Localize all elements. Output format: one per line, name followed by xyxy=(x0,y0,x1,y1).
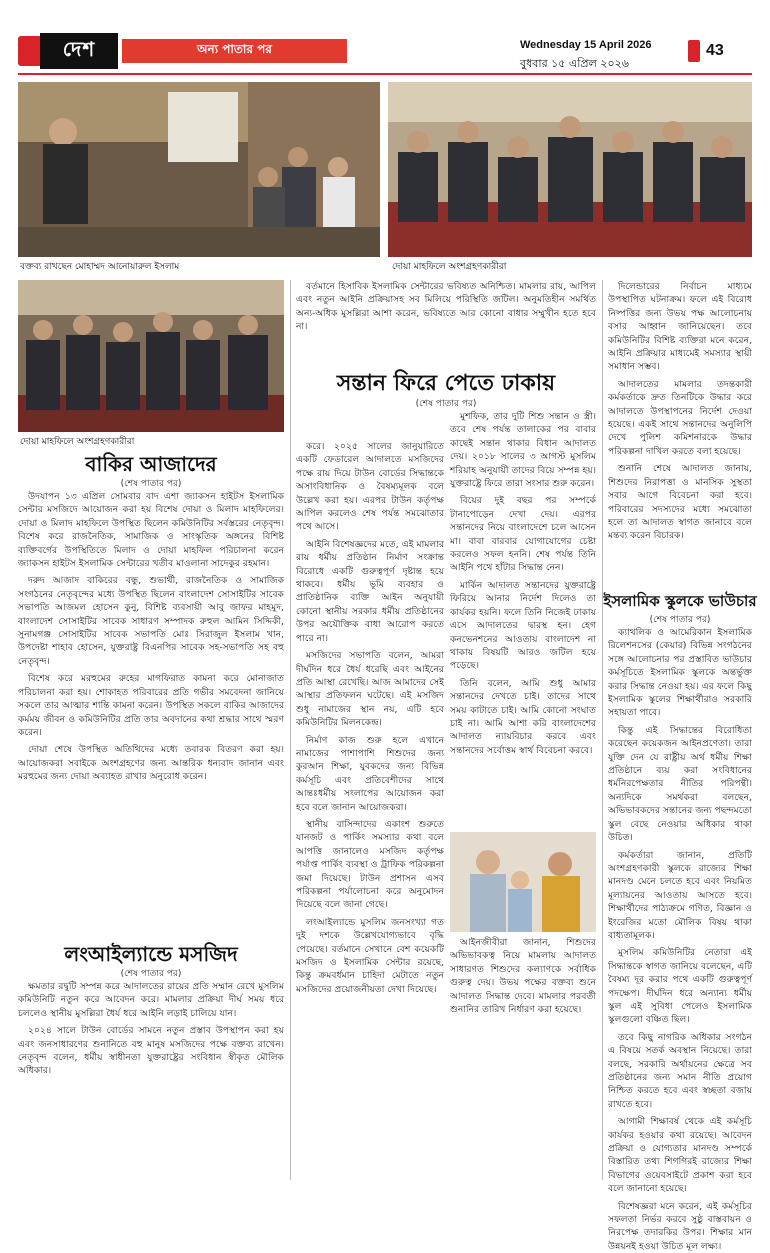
right-top-paragraph: আদালতের মামলার তদন্তকারী কর্মকর্তাকে দ্রুত তিনটিকে উদ্ধার করে আদালতে উপস্থাপনের নির্দেশ দেওয়া হয়েছে। একই সাথে সন্তানদের অনুলিপি দেখে পুলিশ কমিশনারকে উদ্ধার পরিকল্পনা দাখিল করতে বলা হয়েছে। xyxy=(608,378,752,457)
article2-subhead: (শেষ পাতার পর) xyxy=(120,969,182,979)
article4-paragraph: বিশেষজ্ঞরা মনে করেন, এই কর্মসূচির সফলতা নির্ভর করবে সুষ্ঠু বাস্তবায়ন ও নিরপেক্ষ তদারকির উপর। শিক্ষার মান উন্নয়নই হওয়া উচিত মূল লক্ষ্য। xyxy=(608,1200,752,1252)
article1-paragraph: বিশেষ করে মরহুমের রুহের মাগফিরাত কামনা করে মোনাজাত পরিচালনা করা হয়। শোকাহত পরিবারের প্রতি গভীর সমবেদনা জানিয়ে সকলে তার আত্মার শান্তি কামনা করেন। উপস্থিত সকলে বাকির আজাদের কর্মময় জীবন ও কমিউনিটির প্রতি তার অবদানের কথা শ্রদ্ধার সাথে স্মরণ করেন। xyxy=(18,673,284,738)
photo-prayer xyxy=(18,280,284,432)
right-top-paragraph: শুনানি শেষে আদালত জানায়, শিশুদের নিরাপত্তা ও মানসিক সুস্থতা সবার আগে বিবেচনা করা হবে। পরিবারের সদস্যদের মধ্যে সমঝোতা হলে তা আদালত স্বাগত জানাবে বলে মন্তব্য করেন বিচারক। xyxy=(608,463,752,542)
article4-subhead: (শেষ পাতার পর) xyxy=(649,615,711,625)
section-label: অন্য পাতার পর xyxy=(122,39,347,63)
article1-subhead: (শেষ পাতার পর) xyxy=(120,479,182,489)
right-top-paragraph: দিলেন্ডারের নির্বাচন মাধ্যমে উপস্থাপিত ঘটনাক্রম। ফলে এই বিরোধ নিষ্পত্তির জন্য উভয় পক্ষ আলোচনায় বসার আহ্বান জানিয়েছেন। তবে কমিউনিটির বিশিষ্ট ব্যক্তিরা মনে করেন, আইনি প্রক্রিয়ার মাধ্যমেই সমস্যার স্থায়ী সমাধান সম্ভব। xyxy=(608,281,752,373)
article1-headline: বাকির আজাদের xyxy=(85,452,217,476)
article4-body xyxy=(608,626,753,1252)
photo-family-image xyxy=(450,832,596,932)
article1-paragraph: দরুদ আজাদ বাকিরের বন্ধু, শুভার্থী, রাজনৈতিক ও সামাজিক সংগঠনের নেতৃবৃন্দের মধ্যে উপস্থিত ছিলেন বাংলাদেশ সোসাইটির সাবেক সভাপতি আজমল হোসেন কুনু, বিশিষ্ট ব্যবসায়ী আবু জাফর মাহমুদ, বাংলাদেশ সোসাইটির সাবেক সাধারণ সম্পাদক রুহুল আমিন সিদ্দিকী, সুনামগঞ্জ সোসাইটির সাবেক সভাপতি মোঃ সিরাজুল ইসলাম খান, উপদেষ্টা শাহাব হোসেন, যুক্তরাষ্ট্র বিএনপির সাবেক সহ-সভাপতি সহ বহু নেতৃবৃন্দ। xyxy=(18,575,284,667)
page-number: 43 xyxy=(706,42,724,59)
photo-speaker-image xyxy=(18,82,380,257)
column-divider xyxy=(602,280,603,1180)
article2-paragraph: ক্ষমতার রদ্বুটি সম্পন্ন করে আদালতের রায়ের প্রতি সম্মান রেখে মুসলিম কমিউনিটি নতুন করে আবেদন করে। মামলার প্রক্রিয়া দীর্ঘ সময় ধরে চললেও স্থানীয় মুসল্লিরা ধৈর্য ধরে আইনি লড়াই চালিয়ে যান। xyxy=(18,981,284,1019)
middle-paragraph: লংআইল্যান্ডে মুসলিম জনসংখ্যা গত দুই দশকে উল্লেখযোগ্যভাবে বৃদ্ধি পেয়েছে। বর্তমানে সেখানে বেশ কয়েকটি মসজিদ ও ইসলামিক সেন্টার রয়েছে, কিন্তু ক্রমবর্ধমান চাহিদা মেটাতে নতুন মসজিদের প্রয়োজনীয়তা দেখা দিয়েছে। xyxy=(296,916,444,995)
date-english: Wednesday 15 April 2026 xyxy=(520,39,652,51)
article4-paragraph: আগামী শিক্ষাবর্ষ থেকে এই কর্মসূচি কার্যকর হওয়ার কথা রয়েছে। আবেদন প্রক্রিয়া ও যোগ্যতার মানদণ্ড সম্পর্কে বিস্তারিত তথ্য শিগগিরই রাজ্যের শিক্ষা বিভাগের ওয়েবসাইটে প্রকাশ করা হবে বলে জানানো হয়েছে। xyxy=(608,1116,752,1195)
article3-paragraph: তিনি বলেন, আমি শুধু আমার সন্তানদের দেখতে চাই। তাদের সাথে সময় কাটাতে চাই। আমি কোনো সংঘাত চাই না। আমি আশা করি বাংলাদেশের আদালত ন্যায়বিচার করবে এবং সন্তানদের সর্বোত্তম স্বার্থ বিবেচনা করবে। xyxy=(450,677,596,756)
middle-paragraph: আইনি বিশেষজ্ঞদের মতে, এই মামলার রায় ধর্মীয় প্রতিষ্ঠান নির্মাণ সংক্রান্ত বিরোধে একটি গুরুত্বপূর্ণ দৃষ্টান্ত হয়ে থাকবে। ধর্মীয় ভূমি ব্যবহার ও প্রাতিষ্ঠানিক ব্যক্তি আইন অনুযায়ী কোনো স্থানীয় সরকার ধর্মীয় প্রতিষ্ঠানের উপর অযৌক্তিক বাধা আরোপ করতে পারে না। xyxy=(296,538,444,644)
photo-gathering-caption: দোয়া মাহফিলে অংশগ্রহণকারীরা xyxy=(392,262,507,272)
right-top-body xyxy=(608,280,752,590)
middle-paragraph: মসজিদের সভাপতি বলেন, আমরা দীর্ঘদিন ধরে ধৈর্য ধরেছি এবং আইনের প্রতি আস্থা রেখেছি। আজ আমাদের সেই আস্থার প্রতিফলন ঘটেছে। এই মসজিদ শুধু নামাজের স্থান নয়, এটি হবে কমিউনিটির মিলনকেন্দ্র। xyxy=(296,650,444,729)
page-number-accent xyxy=(688,40,700,62)
article3-intro xyxy=(296,280,596,364)
article3-subhead: (শেষ পাতার পর) xyxy=(415,399,477,409)
photo-speaker-caption: বক্তব্য রাখছেন মোহাম্মদ আনোয়ারুল ইসলাম xyxy=(20,262,180,272)
middle-paragraph: করে। ২০২৫ সালের জানুয়ারিতে একটি ফেডারেল আদালতে মসজিদের পক্ষে রায় দিয়ে টাউন বোর্ডের সিদ্ধান্তকে অসাংবিধানিক ও বৈষম্যমূলক বলে উল্লেখ করা হয়। এরপর টাউন কর্তৃপক্ষ আপিল করলেও শেষ পর্যন্ত সমঝোতার পথে আসে। xyxy=(296,441,444,533)
photo-family xyxy=(450,832,596,932)
middle-paragraph: নির্মাণ কাজ শুরু হলে এখানে নামাজের পাশাপাশি শিশুদের জন্য কুরআন শিক্ষা, যুবকদের জন্য বিভিন্ন কর্মসূচি এবং প্রতিবেশীদের সাথে আন্তঃধর্মীয় সংলাপের আয়োজন করা হবে বলে জানান আয়োজকরা। xyxy=(296,734,444,813)
article2-headline: লংআইল্যান্ডে মসজিদ xyxy=(64,942,238,966)
article4-headline: ইসলামিক স্কুলকে ভাউচার xyxy=(603,592,757,610)
middle-column-body xyxy=(296,440,444,1180)
article4-paragraph: ক্যাথলিক ও আমেরিকান ইসলামিক রিলেশনসের (কেয়ার) বিভিন্ন সংগঠনের সঙ্গে আলোচনার পর প্রস্তাবিত ভাউচার কর্মসূচিতে ইসলামিক স্কুলকে অন্তর্ভুক্ত করার সিদ্ধান্ত নেওয়া হয়। এর ফলে কিছু ইসলামিক স্কুলের শিক্ষার্থীরাও সরকারি সহায়তা পাবে। xyxy=(608,627,752,719)
article1-paragraph: দোয়া শেষে উপস্থিত অতিথিদের মধ্যে তবারক বিতরণ করা হয়। আয়োজকরা সবাইকে অংশগ্রহণের জন্য আন্তরিক ধন্যবাদ জানান এবং মরহুমের জন্য দোয়া অব্যাহত রাখার অনুরোধ করেন। xyxy=(18,744,284,783)
article4-paragraph: তবে কিছু নাগরিক অধিকার সংগঠন এ বিষয়ে সতর্ক অবস্থান নিয়েছে। তারা বলছে, সরকারি অর্থায়নের ক্ষেত্রে সব প্রতিষ্ঠানের জন্য সমান নীতি প্রয়োগ নিশ্চিত করতে হবে এবং স্বচ্ছতা বজায় রাখতে হবে। xyxy=(608,1031,752,1110)
date-bengali: বুধবার ১৫ এপ্রিল ২০২৬ xyxy=(520,57,629,70)
page-header xyxy=(0,0,770,76)
article3-body-continued xyxy=(450,936,596,1180)
article2-body xyxy=(18,980,284,1180)
photo-speaker xyxy=(18,82,380,257)
article4-paragraph: কিন্তু এই সিদ্ধান্তের বিরোধিতা করেছেন কয়েকজন আইনপ্রণেতা। তারা যুক্তি দেন যে রাষ্ট্রীয় অর্থ ধর্মীয় শিক্ষা প্রতিষ্ঠানে ব্যয় করা সংবিধানের ধর্মনিরপেক্ষতার নীতির পরিপন্থী। অন্যদিকে সমর্থকরা বলছেন, অভিভাবকদের সন্তানের জন্য পছন্দমতো স্কুল বেছে নেওয়ার অধিকার থাকা উচিত। xyxy=(608,724,753,844)
masthead-logo: দেশ xyxy=(40,33,118,69)
article1-body xyxy=(18,490,284,930)
header-rule xyxy=(18,73,752,75)
middle-paragraph: স্থানীয় বাসিন্দাদের একাংশ শুরুতে যানজট ও পার্কিং সমস্যার কথা বলে আপত্তি জানালেও মসজিদ কর্তৃপক্ষ পর্যাপ্ত পার্কিং ব্যবস্থা ও ট্রাফিক পরিকল্পনা জমা দিয়েছে। টাউন প্রশাসন এসব পরিকল্পনা পর্যালোচনা করে অনুমোদন দিয়েছে বলে জানা গেছে। xyxy=(296,818,444,911)
article2-paragraph: ২০২৪ সালে টাউন বোর্ডের সামনে নতুন প্রস্তাব উপস্থাপন করা হয় এবং জনসাধারণের শুনানিতে বহু মানুষ মসজিদের পক্ষে বক্তব্য রাখেন। নেতৃবৃন্দ বলেন, ধর্মীয় স্বাধীনতা যুক্তরাষ্ট্রের সংবিধান স্বীকৃত মৌলিক অধিকার। xyxy=(18,1025,284,1077)
photo-gathering xyxy=(388,82,752,257)
photo-prayer-caption: দোয়া মাহফিলে অংশগ্রহণকারীরা xyxy=(20,437,135,447)
article3-paragraph: মুশফিক, তার দুটি শিশু সন্তান ও স্ত্রী। তবে শেষ পর্যন্ত তালাকের পর বাবার কাছেই সন্তান থাকার বিধান আদালত দেয়। ২০১৮ সালের ৩ আগস্ট মুসলিম শরিয়াহ অনুযায়ী তাদের বিয়ে সম্পন্ন হয়। যুক্তরাষ্ট্রে ফিরে তারা সংসার শুরু করেন। xyxy=(450,411,596,490)
article4-paragraph: কর্মকর্তারা জানান, প্রতিটি অংশগ্রহণকারী স্কুলকে রাজ্যের শিক্ষা মানদণ্ড মেনে চলতে হবে এবং নিয়মিত মূল্যায়নের আওতায় আসতে হবে। শিক্ষার্থীদের পাঠ্যক্রমে গণিত, বিজ্ঞান ও ইংরেজির মতো মৌলিক বিষয় থাকা বাধ্যতামূলক। xyxy=(608,849,752,941)
article3-paragraph: মার্কিন আদালত সন্তানদের যুক্তরাষ্ট্রে ফিরিয়ে আনার নির্দেশ দিলেও তা কার্যকর হয়নি। ফলে তিনি নিজেই ঢাকায় এসে আদালতের দ্বারস্থ হন। হেগ কনভেনশনের আওতায় বাংলাদেশ না থাকায় বিষয়টি আরও জটিল হয়ে পড়েছে। xyxy=(450,579,596,672)
article3-paragraph: আইনজীবীরা জানান, শিশুদের অভিভাবকত্ব নিয়ে মামলায় আদালত সাধারণত শিশুদের কল্যাণকে সর্বাধিক গুরুত্ব দেয়। উভয় পক্ষের বক্তব্য শুনে আদালত সিদ্ধান্ত দেবে। মামলার পরবর্তী শুনানির তারিখ নির্ধারণ করা হয়েছে। xyxy=(450,937,596,1016)
article1-paragraph: উদযাপন ১৩ এপ্রিল সোমবার বাদ এশা জ্যাকসন হাইটস ইসলামিক সেন্টার মসজিদে আয়োজন করা হয় বিশেষ দোয়া ও মিলাদ মাহফিলের। দোয়া ও মিলাদ মাহফিলে উপস্থিত ছিলেন কমিউনিটির সর্বস্তরের নেতৃবৃন্দ। বিশেষ করে রাজনৈতিক, সামাজিক ও সাংস্কৃতিক অঙ্গনের বিশিষ্ট ব্যক্তিবর্গের উপস্থিতিতে মিলাদ ও দোয়া মাহফিল পরিচালনা করেন জ্যাকসন হাইটস ইসলামিক সেন্টারের খতীব মাওলানা সাদেকুর রহমান। xyxy=(18,491,284,570)
masthead-accent xyxy=(18,36,40,66)
photo-prayer-image xyxy=(18,280,284,432)
article3-headline: সন্তান ফিরে পেতে ঢাকায় xyxy=(336,371,556,396)
article4-paragraph: মুসলিম কমিউনিটির নেতারা এই সিদ্ধান্তকে স্বাগত জানিয়ে বলেছেন, এটি বৈষম্য দূর করার পথে একটি গুরুত্বপূর্ণ পদক্ষেপ। দীর্ঘদিন ধরে অন্যান্য ধর্মীয় স্কুল এই সুবিধা পেলেও ইসলামিক স্কুলগুলো বঞ্চিত ছিল। xyxy=(608,947,752,1026)
photo-gathering-image xyxy=(388,82,752,257)
article3-paragraph: বিয়ের দুই বছর পর সম্পর্কে টানাপোড়েন দেখা দেয়। এরপর সন্তানদের নিয়ে বাংলাদেশে চলে আসেন মা। বাবা বারবার যোগাযোগের চেষ্টা করলেও সফল হননি। শেষ পর্যন্ত তিনি আইনি পথে হাঁটার সিদ্ধান্ত নেন। xyxy=(450,495,596,574)
article3-paragraph: বর্তমানে হিসাবিক ইসলামিক সেন্টারের ভবিষ্যত অনিশ্চিত। মামলার রায়, আপিল এবং নতুন আইনি প্রক্রিয়াসহ সব মিলিয়ে পরিস্থিতি জটিল। অনুমতিহীন সমর্থিত অন্য-অধিক মুসল্লিরা আশা করেন, ভবিষ্যতে আর কোনো বাধার সম্মুখীন হতে হবে না। xyxy=(296,281,596,333)
page-number-box xyxy=(688,36,748,66)
column-divider xyxy=(290,280,291,1180)
